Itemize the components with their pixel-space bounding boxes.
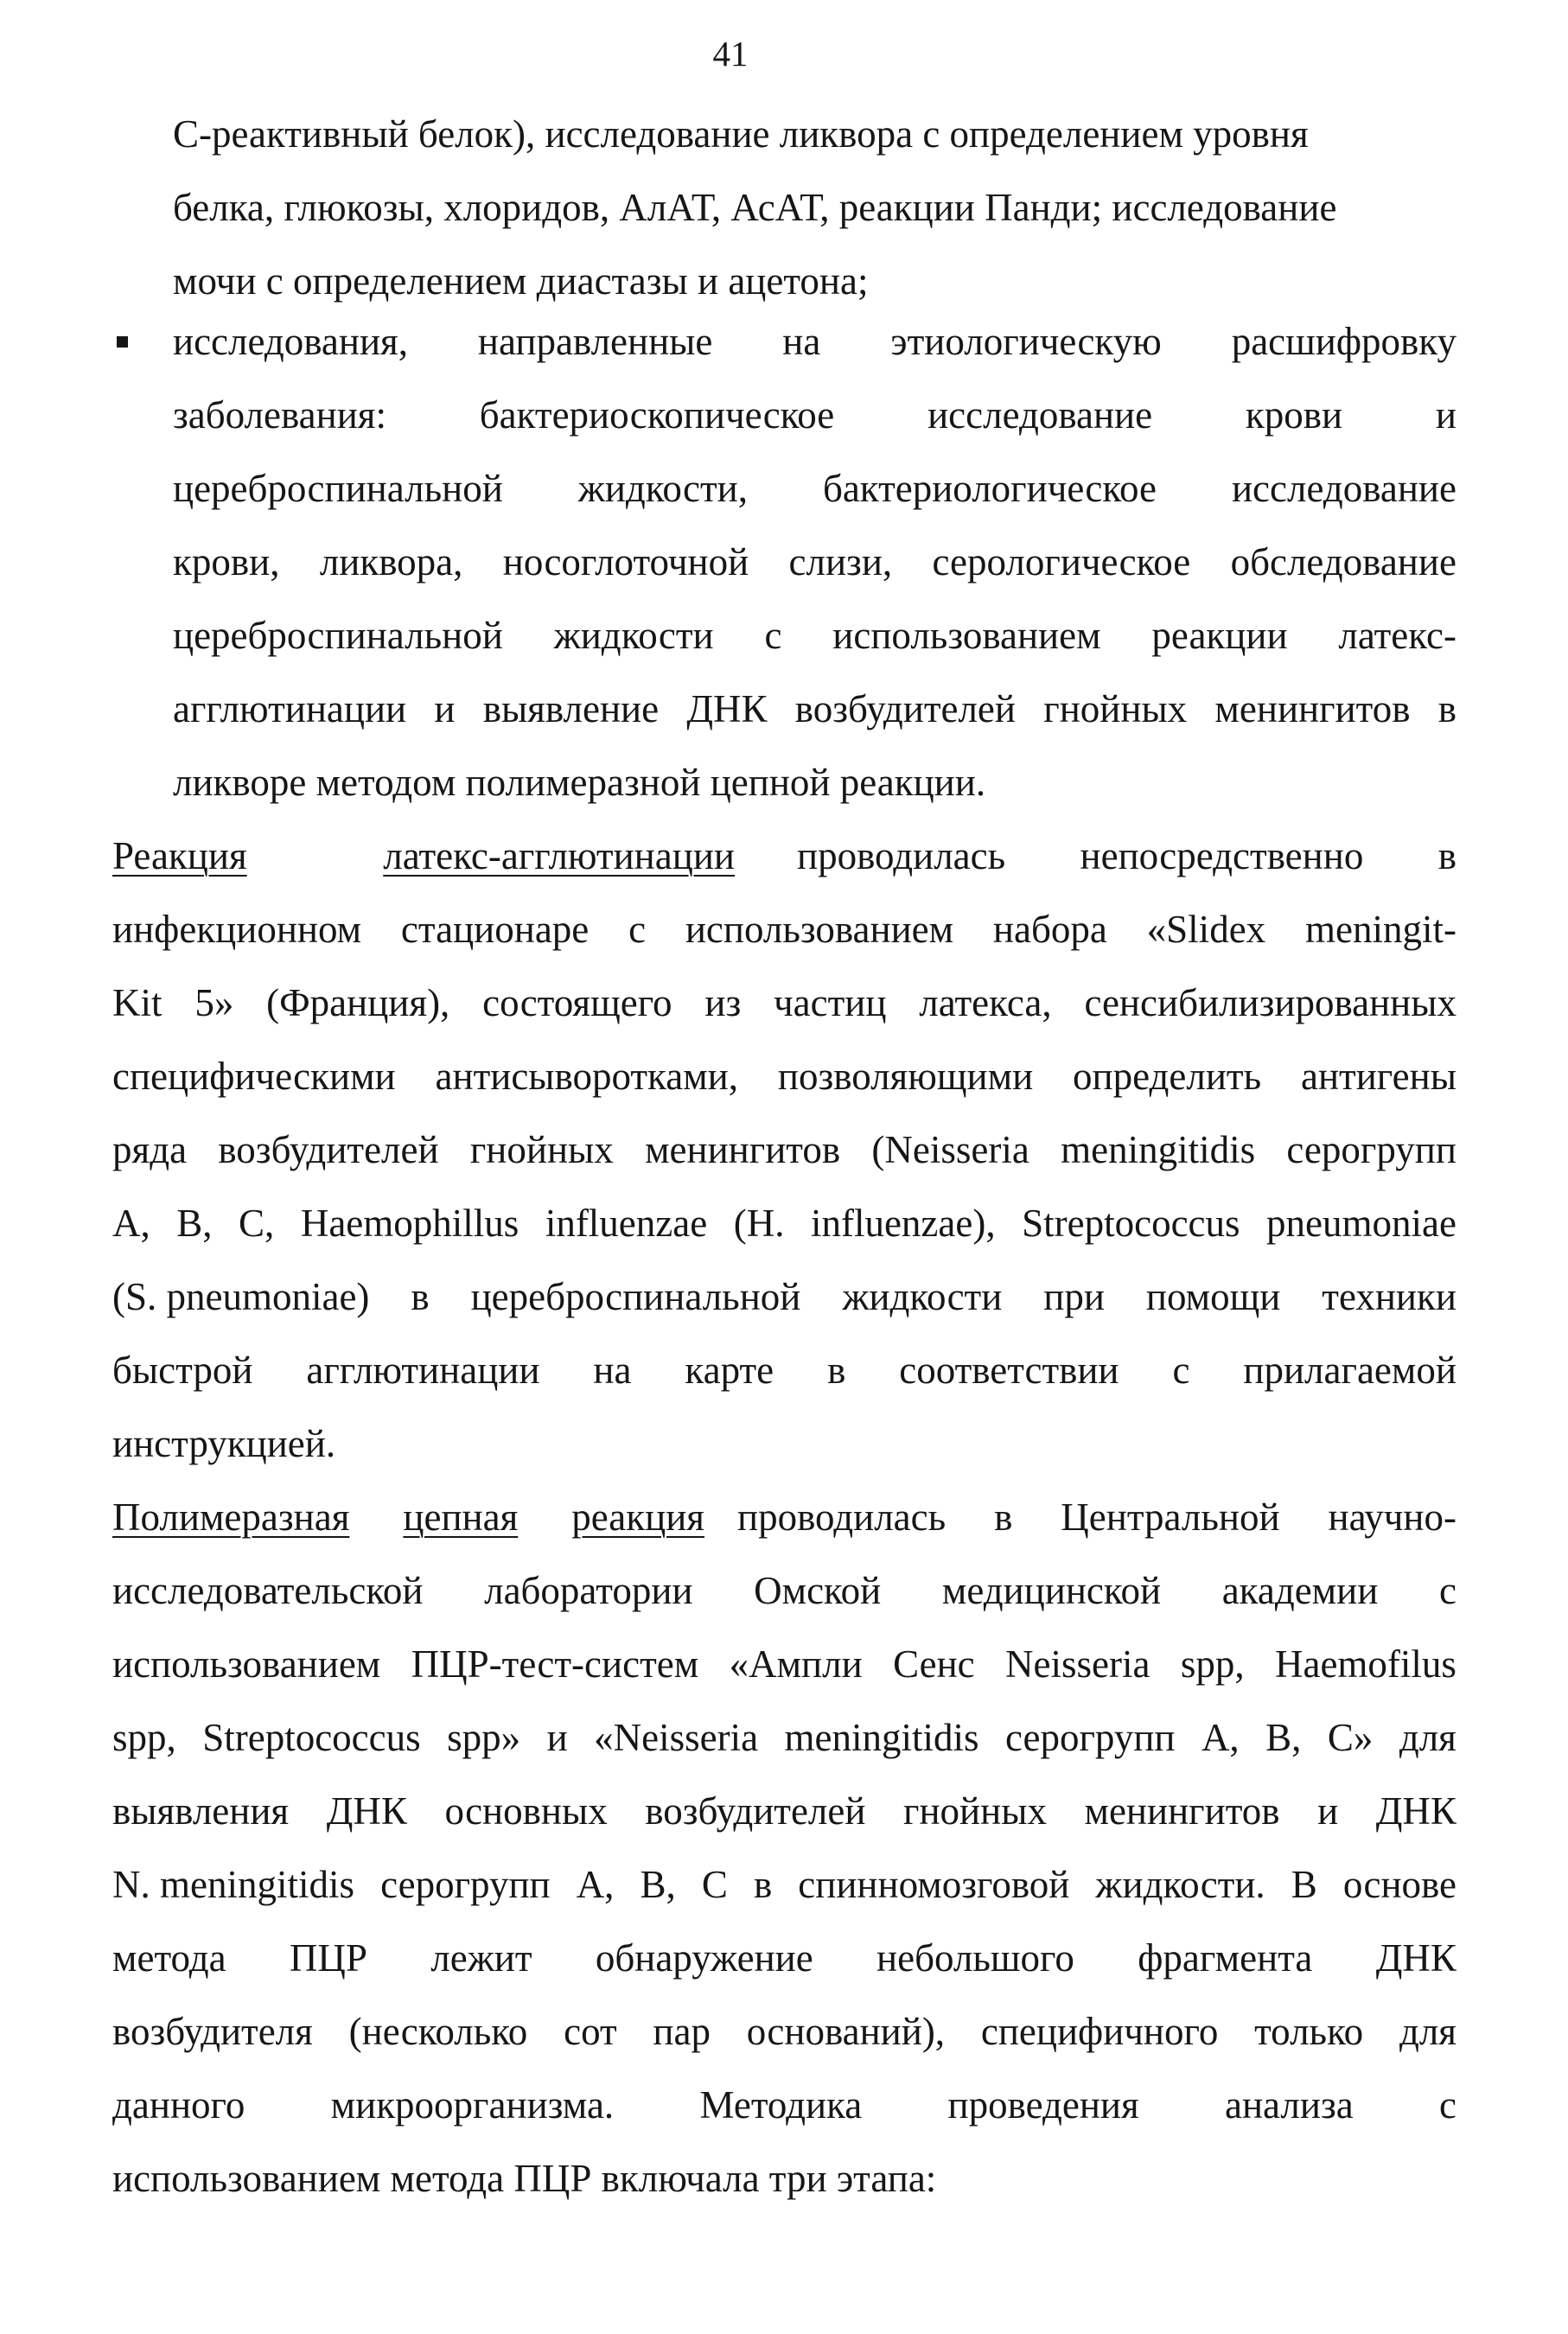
word: бактериологическое — [822, 467, 1157, 510]
word: прилагаемой — [1243, 1349, 1456, 1392]
word: Центральной — [1061, 1495, 1280, 1539]
word: латекс- — [1338, 614, 1456, 657]
word: N. meningitidis — [112, 1863, 354, 1906]
word: с — [764, 614, 782, 657]
word: метода — [112, 1936, 226, 1980]
word: антисыворотками, — [435, 1055, 739, 1098]
latex-line-7 — [112, 1275, 1456, 1318]
word: крови, — [173, 540, 280, 584]
word: серогрупп — [380, 1863, 551, 1906]
bullet-line-5 — [173, 614, 1456, 657]
word: ДНК — [1375, 1936, 1456, 1980]
word: антигены — [1300, 1055, 1456, 1098]
word: spp, — [112, 1716, 176, 1759]
word: расшифровку — [1231, 320, 1456, 363]
latex-heading — [112, 834, 735, 877]
word: агглютинации — [306, 1349, 540, 1392]
word: Kit — [112, 981, 163, 1024]
word: A, — [576, 1863, 615, 1906]
word: данного — [112, 2083, 245, 2127]
word: возбудителей — [794, 687, 1016, 730]
word: цереброспинальной — [173, 467, 503, 510]
word: лежит — [430, 1936, 532, 1980]
latex-line-6 — [112, 1202, 1456, 1245]
word: «Neisseria — [594, 1716, 759, 1759]
word: помощи — [1145, 1275, 1281, 1318]
word: выявления — [112, 1789, 290, 1833]
word: исследования, — [173, 320, 408, 363]
word: проведения — [947, 2083, 1139, 2127]
word: 5» — [194, 981, 234, 1024]
word: Streptococcus — [1022, 1202, 1240, 1245]
word: spp, — [1180, 1642, 1245, 1686]
bullet-continuation-line: мочи с определением диастазы и ацетона; — [173, 259, 869, 303]
word: определить — [1073, 1055, 1262, 1098]
word: возбудителей — [645, 1789, 866, 1833]
word: B, — [640, 1863, 676, 1906]
bullet-continuation-line: белка, глюкозы, хлоридов, АлАТ, АсАТ, реакции Панди; исследование — [173, 186, 1337, 229]
word: influenzae — [545, 1202, 708, 1245]
word: B, — [176, 1202, 213, 1245]
word: только — [1254, 2010, 1364, 2053]
word: ДНК — [1375, 1789, 1456, 1833]
word: бактериоскопическое — [479, 393, 835, 437]
word: в — [411, 1275, 430, 1318]
word: с — [1172, 1349, 1190, 1392]
square-bullet-icon — [117, 336, 128, 348]
word: специфическими — [112, 1055, 396, 1098]
word: гнойных — [1043, 687, 1188, 730]
word: influenzae), — [810, 1202, 996, 1245]
word: соответствии — [899, 1349, 1119, 1392]
word: ликвора, — [319, 540, 463, 584]
word: в — [1437, 687, 1456, 730]
word: spp» — [447, 1716, 521, 1759]
latex-line-8 — [112, 1349, 1456, 1392]
bullet-continuation-line: С-реактивный белок), исследование ликвора с определением уровня — [173, 112, 1309, 156]
word: (Neisseria — [871, 1128, 1029, 1171]
word: быстрой — [112, 1349, 253, 1392]
word: обнаружение — [595, 1936, 813, 1980]
word: Neisseria — [1005, 1642, 1151, 1686]
pcr-line-7 — [112, 1936, 1456, 1980]
word: жидкости — [553, 614, 714, 657]
word: B, — [1265, 1716, 1302, 1759]
word: академии — [1221, 1569, 1379, 1612]
word: состоящего — [482, 981, 672, 1024]
word: и — [1317, 1789, 1339, 1833]
word: жидкости — [842, 1275, 1003, 1318]
word: серогрупп — [1004, 1716, 1176, 1759]
latex-line-4 — [112, 1055, 1456, 1098]
word: цереброспинальной — [173, 614, 503, 657]
word: небольшого — [876, 1936, 1074, 1980]
word: A, — [1201, 1716, 1240, 1759]
word: проводилась — [797, 834, 1006, 877]
word: обследование — [1230, 540, 1456, 584]
word: на — [782, 320, 821, 363]
word: для — [1399, 1716, 1456, 1759]
word: исследование — [1231, 467, 1456, 510]
word: для — [1399, 2010, 1456, 2053]
word: Haemofilus — [1274, 1642, 1456, 1686]
latex-line-3 — [112, 981, 1456, 1024]
word: Streptococcus — [202, 1716, 421, 1759]
heading-word: реакция — [571, 1495, 704, 1539]
word: «Ампли — [729, 1642, 863, 1686]
word: основе — [1342, 1863, 1456, 1906]
word: ряда — [112, 1128, 188, 1171]
bullet-line-4 — [173, 540, 1456, 584]
word: этиологическую — [890, 320, 1162, 363]
word: из — [704, 981, 742, 1024]
pcr-first-line — [112, 1495, 1456, 1539]
word: заболевания: — [173, 393, 386, 437]
word: в — [753, 1863, 773, 1906]
word: серогрупп — [1286, 1128, 1456, 1171]
word: слизи, — [788, 540, 893, 584]
word: гнойных — [469, 1128, 614, 1171]
word: возбудителей — [218, 1128, 439, 1171]
word: агглютинации — [173, 687, 407, 730]
word: менингитов — [645, 1128, 841, 1171]
pcr-line-8 — [112, 2010, 1456, 2053]
word: техники — [1322, 1275, 1456, 1318]
heading-word: цепная — [403, 1495, 519, 1539]
word: (S. pneumoniae) — [112, 1275, 370, 1318]
latex-first-line-rest — [797, 834, 1456, 877]
word: A, — [112, 1202, 150, 1245]
pcr-line-9 — [112, 2083, 1456, 2127]
word: meningitidis — [1061, 1128, 1256, 1171]
word: с — [1438, 2083, 1456, 2127]
heading-word: Полимеразная — [112, 1495, 350, 1539]
word: носоглоточной — [502, 540, 749, 584]
word: специфичного — [980, 2010, 1219, 2053]
word: pneumoniae — [1266, 1202, 1456, 1245]
word: ПЦР-тест-систем — [411, 1642, 699, 1686]
word: фрагмента — [1138, 1936, 1313, 1980]
word: непосредственно — [1080, 834, 1364, 877]
word: Методика — [699, 2083, 863, 2127]
pcr-line-3 — [112, 1642, 1456, 1686]
word: лаборатории — [484, 1569, 693, 1612]
word: в — [1437, 834, 1456, 877]
word: на — [593, 1349, 632, 1392]
word: пар — [653, 2010, 711, 2053]
word: сот — [564, 2010, 617, 2053]
word: медицинской — [941, 1569, 1162, 1612]
pcr-line-2 — [112, 1569, 1456, 1612]
latex-last-line: инструкцией. — [112, 1422, 336, 1465]
pcr-first-line-rest — [737, 1495, 1456, 1539]
word: выявление — [482, 687, 660, 730]
word: ПЦР — [289, 1936, 367, 1980]
word: направленные — [477, 320, 713, 363]
word: сенсибилизированных — [1084, 981, 1456, 1024]
word: инфекционном — [112, 908, 362, 951]
word: Омской — [754, 1569, 882, 1612]
bullet-last-line: ликворе методом полимеразной цепной реакции. — [173, 761, 986, 804]
word: «Slidex — [1146, 908, 1266, 951]
word: Сенс — [893, 1642, 975, 1686]
word: частиц — [774, 981, 887, 1024]
latex-line-5 — [112, 1128, 1456, 1171]
word: с — [628, 908, 647, 951]
word: стационаре — [400, 908, 590, 951]
word: meningit- — [1304, 908, 1456, 951]
word: использованием — [112, 1642, 381, 1686]
page-number: 41 — [712, 34, 749, 73]
word: C — [701, 1863, 728, 1906]
word: и — [434, 687, 456, 730]
word: (H. — [733, 1202, 785, 1245]
word: в — [827, 1349, 846, 1392]
word: менингитов — [1214, 687, 1411, 730]
word: основных — [444, 1789, 608, 1833]
word: жидкости, — [577, 467, 748, 510]
word: ДНК — [686, 687, 768, 730]
bullet-line-2 — [173, 393, 1456, 437]
heading-word: Реакция — [112, 834, 247, 877]
word: серологическое — [932, 540, 1191, 584]
latex-line-2 — [112, 908, 1456, 951]
pcr-line-4 — [112, 1716, 1456, 1759]
word: набора — [992, 908, 1107, 951]
pcr-last-line: использованием метода ПЦР включала три этапа: — [112, 2157, 937, 2200]
word: ДНК — [326, 1789, 407, 1833]
latex-first-line — [112, 834, 1456, 877]
word: реакции — [1151, 614, 1288, 657]
word: латекса, — [919, 981, 1052, 1024]
word: исследовательской — [112, 1569, 424, 1612]
word: научно- — [1328, 1495, 1456, 1539]
word: гнойных — [903, 1789, 1047, 1833]
word: исследование — [927, 393, 1153, 437]
pcr-line-6 — [112, 1863, 1456, 1906]
word: позволяющими — [777, 1055, 1034, 1098]
word: микроорганизма. — [330, 2083, 615, 2127]
word: в — [994, 1495, 1013, 1539]
word: возбудителя — [112, 2010, 313, 2053]
word: C» — [1327, 1716, 1374, 1759]
bullet-line-3 — [173, 467, 1456, 510]
word: анализа — [1224, 2083, 1354, 2127]
word: meningitidis — [784, 1716, 979, 1759]
word: менингитов — [1084, 1789, 1280, 1833]
word: оснований), — [746, 2010, 946, 2053]
word: (несколько — [348, 2010, 528, 2053]
word: карте — [685, 1349, 774, 1392]
word: (Франция), — [266, 981, 450, 1024]
pcr-line-5 — [112, 1789, 1456, 1833]
word: Haemophillus — [300, 1202, 519, 1245]
word: использованием — [685, 908, 954, 951]
pcr-heading — [112, 1495, 704, 1539]
word: использованием — [832, 614, 1101, 657]
bullet-line-1 — [173, 320, 1456, 363]
word: проводилась — [737, 1495, 947, 1539]
word: с — [1438, 1569, 1456, 1612]
word: и — [1435, 393, 1456, 437]
word: C, — [239, 1202, 275, 1245]
word: В — [1291, 1863, 1317, 1906]
bullet-line-6 — [173, 687, 1456, 730]
word: и — [546, 1716, 568, 1759]
word: жидкости. — [1095, 1863, 1265, 1906]
heading-word: латекс-агглютинации — [383, 834, 735, 877]
word: крови — [1245, 393, 1343, 437]
word: цереброспинальной — [470, 1275, 801, 1318]
word: при — [1043, 1275, 1105, 1318]
word: спинномозговой — [798, 1863, 1070, 1906]
